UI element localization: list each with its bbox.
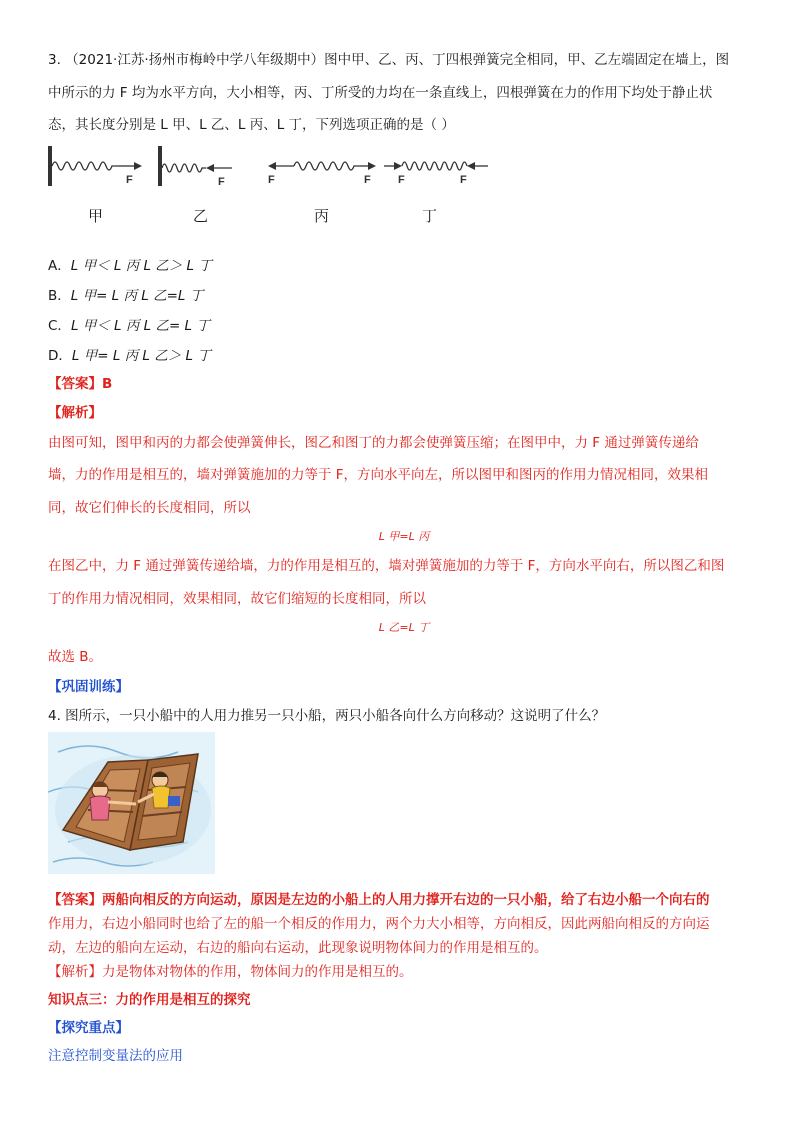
- spring-diagrams: [48, 138, 498, 198]
- boat-illustration: [48, 732, 215, 874]
- q3-conclusion: 故选 B。: [48, 649, 103, 665]
- diagram-label-jia: 甲: [88, 207, 104, 225]
- svg-text:F: F: [364, 174, 371, 186]
- q3-analysis-line-2: 墙，力的作用是相互的，墙对弹簧施加的力等于 F，方向水平向左，所以图甲和图丙的作用力情况相同，效果相: [48, 467, 709, 483]
- q3-line-1: 3. （2021·江苏·扬州市梅岭中学八年级期中）图中甲、乙、丙、丁四根弹簧完全相同，甲、乙左端固定在墙上，图: [48, 52, 730, 68]
- svg-text:F: F: [218, 176, 225, 188]
- spring-diagram-yi: [158, 146, 232, 188]
- q3-analysis-tag: 【解析】: [48, 405, 102, 421]
- q3-analysis-line-4: 在图乙中，力 F 通过弹簧传递给墙，力的作用是相互的，墙对弹簧施加的力等于 F，方向水平向右，所以图乙和图: [48, 558, 725, 574]
- svg-text:F: F: [126, 174, 133, 186]
- q3-line-3: 态，其长度分别是 L 甲、L 乙、L 丙、L 丁，下列选项正确的是（ ）: [48, 117, 455, 133]
- q4-answer-line-1: 【答案】两船向相反的方向运动，原因是左边的小船上的人用力撑开右边的一只小船，给了右边小船一个向右的: [48, 892, 710, 908]
- svg-text:F: F: [460, 174, 467, 186]
- q4-analysis: 【解析】力是物体对物体的作用，物体间力的作用是相互的。: [48, 964, 413, 980]
- option-a: A．L 甲＜ L 丙 L 乙＞ L 丁: [48, 258, 212, 274]
- option-c: C．L 甲＜ L 丙 L 乙= L 丁: [48, 318, 210, 334]
- focus-text: 注意控制变量法的应用: [48, 1048, 183, 1064]
- focus-heading: 【探究重点】: [48, 1020, 129, 1036]
- option-d: D．L 甲= L 丙 L 乙＞ L 丁: [48, 348, 211, 364]
- option-b: B．L 甲= L 丙 L 乙=L 丁: [48, 288, 204, 304]
- spring-diagram-ding: [384, 162, 488, 186]
- q3-line-2: 中所示的力 F 均为水平方向，大小相等，丙、丁所受的力均在一条直线上，四根弹簧在力的作用下均处于静止状: [48, 85, 713, 101]
- q4-answer-line-2: 作用力，右边小船同时也给了左的船一个相反的作用力，两个力大小相等，方向相反，因此两船向相反的方向运: [48, 916, 710, 932]
- diagram-label-bing: 丙: [314, 207, 330, 225]
- q4-question: 4. 图所示，一只小船中的人用力推另一只小船，两只小船各向什么方向移动？这说明了什么？: [48, 708, 606, 724]
- q3-analysis-line-3: 同，故它们伸长的长度相同，所以: [48, 500, 251, 516]
- q3-analysis-line-5: 丁的作用力情况相同，效果相同，故它们缩短的长度相同，所以: [48, 591, 426, 607]
- knowledge-point-3-heading: 知识点三：力的作用是相互的探究: [48, 992, 251, 1008]
- q4-answer-line-3: 动，左边的船向左运动，右边的船向右运动，此现象说明物体间力的作用是相互的。: [48, 940, 548, 956]
- equation-2: L 乙=L 丁: [378, 621, 430, 634]
- spring-diagram-bing: [268, 162, 376, 186]
- spring-diagram-jia: [48, 146, 142, 186]
- practice-heading: 【巩固训练】: [48, 679, 129, 695]
- q3-answer: 【答案】B: [48, 376, 113, 392]
- svg-text:F: F: [268, 174, 275, 186]
- svg-text:F: F: [398, 174, 405, 186]
- q3-analysis-line-1: 由图可知，图甲和丙的力都会使弹簧伸长，图乙和图丁的力都会使弹簧压缩；在图甲中，力 F 通过弹簧传递给: [48, 435, 699, 451]
- equation-1: L 甲=L 丙: [378, 530, 430, 543]
- diagram-label-yi: 乙: [193, 207, 209, 225]
- diagram-label-ding: 丁: [422, 207, 438, 225]
